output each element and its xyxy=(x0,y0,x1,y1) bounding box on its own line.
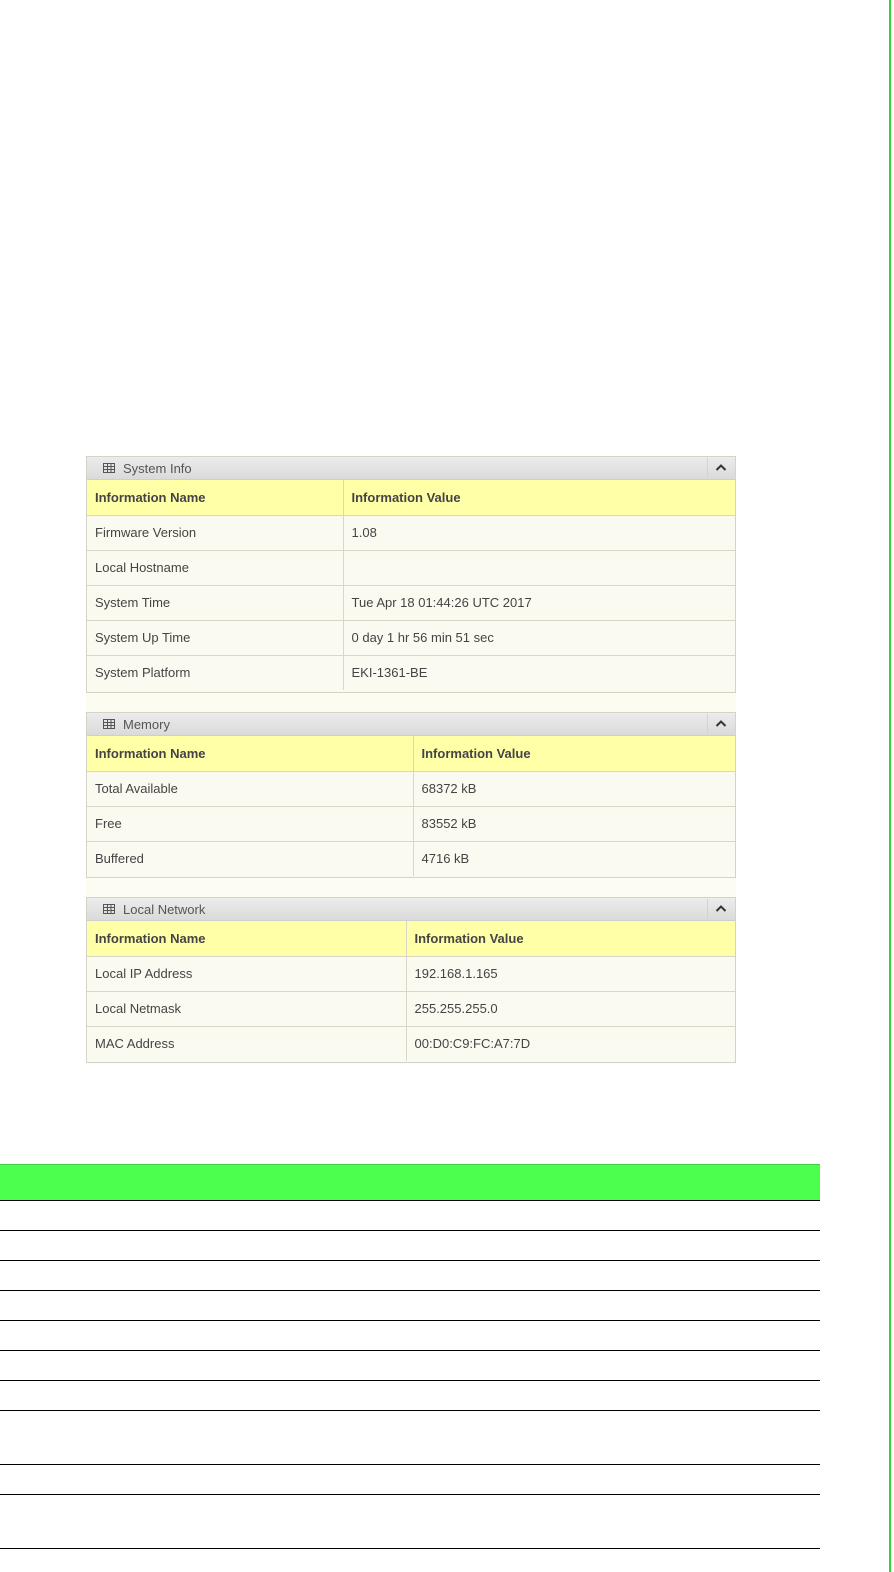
info-name: Free xyxy=(87,806,413,841)
info-value: EKI-1361-BE xyxy=(343,655,735,690)
table-header-row xyxy=(87,736,735,771)
collapse-button[interactable] xyxy=(707,458,734,478)
table-icon xyxy=(103,904,115,914)
table-icon xyxy=(103,719,115,729)
info-value: 1.08 xyxy=(343,515,735,550)
memory-panel xyxy=(86,712,736,878)
panel-header xyxy=(87,898,735,921)
info-name: System Time xyxy=(87,585,343,620)
panel-header xyxy=(87,713,735,736)
table-header-row xyxy=(87,480,735,515)
document-table-row xyxy=(0,1201,820,1231)
column-header: Information Name xyxy=(87,480,343,515)
memory-table xyxy=(87,736,735,876)
column-header: Information Name xyxy=(87,921,406,956)
column-header: Information Name xyxy=(87,736,413,771)
table-icon xyxy=(103,463,115,473)
status-screenshot xyxy=(86,456,736,1064)
collapse-button[interactable] xyxy=(707,714,734,734)
info-name: Local Hostname xyxy=(87,550,343,585)
table-row xyxy=(87,585,735,620)
info-value: 0 day 1 hr 56 min 51 sec xyxy=(343,620,735,655)
system-info-table xyxy=(87,480,735,690)
info-value xyxy=(343,550,735,585)
chevron-up-icon xyxy=(715,904,727,913)
info-name: Local IP Address xyxy=(87,956,406,991)
panel-title: Local Network xyxy=(123,902,206,917)
collapse-button[interactable] xyxy=(707,899,734,919)
column-header: Information Value xyxy=(406,921,735,956)
column-header: Information Value xyxy=(343,480,735,515)
document-table xyxy=(0,1164,820,1549)
panel-title: Memory xyxy=(123,717,170,732)
info-name: Local Netmask xyxy=(87,991,406,1026)
info-value: Tue Apr 18 01:44:26 UTC 2017 xyxy=(343,585,735,620)
info-value: 83552 kB xyxy=(413,806,735,841)
chevron-up-icon xyxy=(715,719,727,728)
table-row xyxy=(87,806,735,841)
table-row xyxy=(87,550,735,585)
info-name: Firmware Version xyxy=(87,515,343,550)
document-table-row xyxy=(0,1231,820,1261)
column-header: Information Value xyxy=(413,736,735,771)
info-name: System Platform xyxy=(87,655,343,690)
table-row xyxy=(87,515,735,550)
chevron-up-icon xyxy=(715,463,727,472)
info-value: 68372 kB xyxy=(413,771,735,806)
page-margin-rule xyxy=(889,0,891,1572)
table-row xyxy=(87,655,735,690)
document-table-header xyxy=(0,1164,820,1201)
document-table-row xyxy=(0,1351,820,1381)
system-info-panel xyxy=(86,456,736,693)
info-value: 4716 kB xyxy=(413,841,735,876)
document-table-row xyxy=(0,1381,820,1411)
document-table-row xyxy=(0,1291,820,1321)
info-value: 192.168.1.165 xyxy=(406,956,735,991)
table-row xyxy=(87,956,735,991)
panel-header xyxy=(87,457,735,480)
document-table-row xyxy=(0,1495,820,1549)
table-row xyxy=(87,841,735,876)
panel-title: System Info xyxy=(123,461,192,476)
info-value: 255.255.255.0 xyxy=(406,991,735,1026)
local-network-table xyxy=(87,921,735,1061)
document-table-row xyxy=(0,1321,820,1351)
document-table-row xyxy=(0,1465,820,1495)
info-name: System Up Time xyxy=(87,620,343,655)
table-row xyxy=(87,991,735,1026)
local-network-panel xyxy=(86,897,736,1063)
table-row xyxy=(87,1026,735,1061)
document-table-row xyxy=(0,1411,820,1465)
table-row xyxy=(87,620,735,655)
table-row xyxy=(87,771,735,806)
document-table-row xyxy=(0,1261,820,1291)
info-value: 00:D0:C9:FC:A7:7D xyxy=(406,1026,735,1061)
info-name: MAC Address xyxy=(87,1026,406,1061)
info-name: Buffered xyxy=(87,841,413,876)
table-header-row xyxy=(87,921,735,956)
info-name: Total Available xyxy=(87,771,413,806)
